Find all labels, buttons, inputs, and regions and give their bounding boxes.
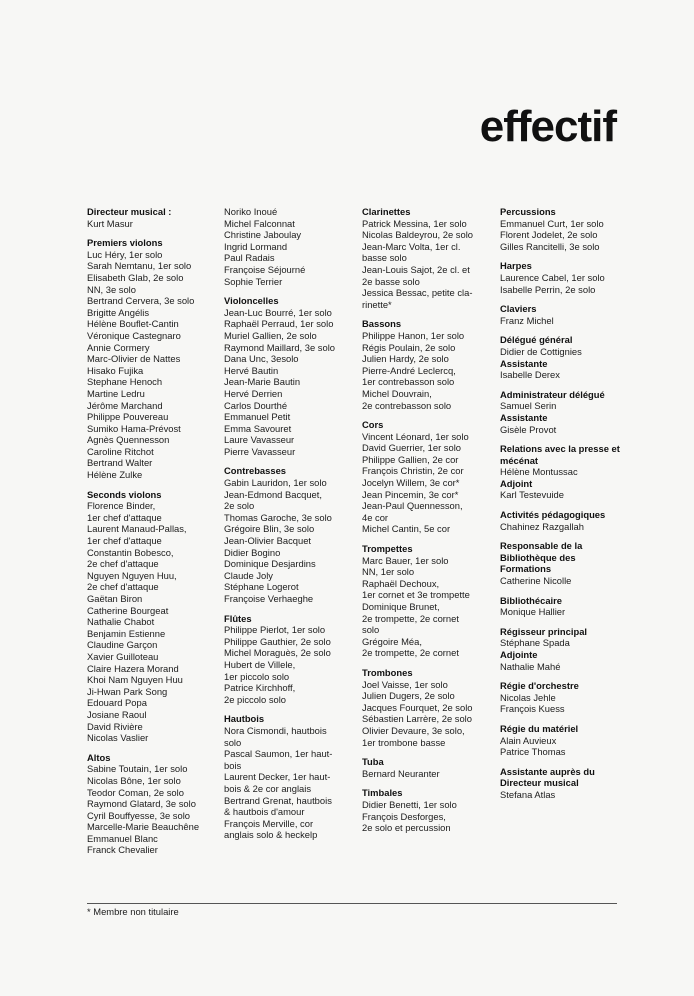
staff-section [87, 206, 215, 229]
section-heading: Adjoint [500, 477, 533, 489]
section-heading: Seconds violons [87, 488, 162, 500]
staff-name: Claude Joly [224, 569, 273, 581]
staff-name: Dominique Brunet, [362, 601, 440, 612]
staff-name: Marc-Olivier de Nattes [87, 353, 181, 365]
staff-name: Gilles Rancitelli, 3e solo [500, 240, 600, 252]
column-1 [87, 206, 215, 864]
staff-name: Michel Falconnat [224, 217, 295, 229]
section-heading: Relations avec la presse et mécénat [500, 443, 620, 466]
staff-name: 2e solo et percussion [362, 822, 451, 834]
section-heading: Délégué général [500, 334, 573, 346]
staff-name: Caroline Ritchot [87, 445, 154, 457]
staff-name: Hervé Bautin [224, 364, 279, 376]
staff-name: Noriko Inoué [224, 206, 278, 217]
staff-name: Stéphane Spada [500, 637, 570, 649]
section-heading: Administrateur délégué [500, 388, 605, 400]
staff-name: Annie Cormery [87, 341, 150, 353]
staff-name: basse solo [362, 252, 407, 264]
section-heading: Trombones [362, 666, 413, 678]
staff-name: François Kuess [500, 703, 565, 715]
staff-name: Emmanuel Blanc [87, 832, 158, 844]
staff-name: Monique Hallier [500, 606, 566, 618]
staff-name: Stéphane Logerot [224, 581, 299, 593]
section-heading: Percussions [500, 206, 556, 217]
staff-name: Hubert de Villele, [224, 658, 296, 670]
staff-name: 2e solo [224, 500, 255, 512]
staff-name: bois & 2e cor anglais [224, 782, 312, 794]
staff-name: solo [224, 736, 242, 748]
staff-name: Didier de Cottignies [500, 345, 582, 357]
staff-name: Muriel Gallien, 2e solo [224, 329, 317, 341]
staff-name: Didier Benetti, 1er solo [362, 798, 457, 810]
staff-name: Hélène Bouflet-Cantin [87, 318, 179, 330]
staff-name: Nora Cismondi, hautbois [224, 724, 327, 736]
staff-name: Emmanuel Petit [224, 411, 291, 423]
staff-name: Raphaël Dechoux, [362, 577, 440, 589]
staff-name: Catherine Nicolle [500, 575, 572, 587]
staff-section [362, 206, 490, 310]
staff-name: anglais solo & heckelp [224, 829, 318, 841]
staff-section [87, 237, 215, 480]
staff-name: Nguyen Nguyen Huu, [87, 569, 177, 581]
column-4 [500, 206, 620, 809]
staff-name: Nicolas Baldeyrou, 2e solo [362, 229, 473, 241]
staff-name: Thomas Garoche, 3e solo [224, 511, 332, 523]
staff-name: François Merville, cor [224, 817, 314, 829]
staff-name: 1er piccolo solo [224, 670, 290, 682]
staff-name: 1er trombone basse [362, 736, 446, 748]
staff-name: David Rivière [87, 720, 143, 732]
staff-name: Carlos Dourthé [224, 399, 288, 411]
staff-name: Hisako Fujika [87, 364, 144, 376]
section-heading: Adjointe [500, 649, 538, 660]
staff-name: Raphaël Perraud, 1er solo [224, 318, 334, 330]
staff-name: Ji-Hwan Park Song [87, 685, 168, 697]
staff-name: Sébastien Larrère, 2e solo [362, 713, 472, 725]
section-heading: Régie du matériel [500, 722, 579, 734]
staff-name: Jessica Bessac, petite cla- [362, 287, 473, 299]
staff-name: Olivier Devaure, 3e solo, [362, 724, 465, 736]
section-heading: Violoncelles [224, 295, 279, 307]
staff-name: Florence Binder, [87, 500, 156, 512]
staff-section [87, 489, 215, 744]
staff-name: Jean-Marc Volta, 1er cl. [362, 240, 461, 252]
staff-name: Dominique Desjardins [224, 558, 316, 570]
staff-name: Raymond Maillard, 3e solo [224, 341, 335, 353]
section-heading: Assistante [500, 357, 548, 369]
staff-name: Franck Chevalier [87, 844, 158, 856]
section-heading: Premiers violons [87, 237, 163, 249]
staff-name: Philippe Gauthier, 2e solo [224, 635, 331, 647]
staff-name: Karl Testevuide [500, 489, 564, 501]
staff-name: Marc Bauer, 1er solo [362, 554, 449, 566]
section-heading: Cors [362, 419, 384, 431]
staff-name: Sabine Toutain, 1er solo [87, 763, 188, 775]
staff-name: Isabelle Perrin, 2e solo [500, 283, 596, 295]
staff-name: Philippe Pouvereau [87, 411, 169, 423]
staff-section [362, 667, 490, 748]
staff-section [500, 540, 620, 586]
staff-section [500, 766, 620, 801]
staff-section [224, 613, 354, 706]
staff-section [362, 543, 490, 659]
section-heading: Assistante [500, 411, 548, 423]
staff-name: Cyril Bouffyesse, 3e solo [87, 809, 191, 821]
footnote: * Membre non titulaire [87, 903, 617, 918]
section-heading: Activités pédagogiques [500, 509, 606, 521]
staff-name: Agnès Quennesson [87, 434, 170, 446]
staff-name: 2e trompette, 2e cornet [362, 612, 459, 624]
staff-name: Kurt Masur [87, 217, 133, 229]
staff-name: Hélène Zulke [87, 469, 143, 481]
page-title: effectif [479, 102, 616, 151]
staff-name: Bertrand Cervera, 3e solo [87, 295, 195, 307]
staff-section [500, 334, 620, 380]
staff-name: Nicolas Jehle [500, 691, 556, 703]
staff-name: Martine Ledru [87, 387, 145, 399]
staff-name: 2e chef d'attaque [87, 581, 159, 593]
staff-name: Laurence Cabel, 1er solo [500, 271, 605, 283]
column-3 [362, 206, 490, 842]
section-heading: Tuba [362, 756, 384, 768]
staff-name: NN, 3e solo [87, 283, 136, 295]
staff-name: 2e chef d'attaque [87, 558, 159, 570]
staff-name: Ingrid Lormand [224, 240, 288, 252]
staff-name: Luc Héry, 1er solo [87, 248, 163, 260]
staff-name: Laurent Decker, 1er haut- [224, 771, 331, 783]
staff-name: Gisèle Provot [500, 423, 557, 435]
staff-name: Didier Bogino [224, 546, 281, 558]
staff-name: Jean-Edmond Bacquet, [224, 488, 322, 500]
staff-section [224, 206, 354, 287]
section-heading: Régie d'orchestre [500, 680, 579, 692]
section-heading: Régisseur principal [500, 625, 588, 637]
staff-name: Claudine Garçon [87, 639, 158, 651]
staff-name: Nathalie Mahé [500, 660, 561, 672]
staff-name: Philippe Hanon, 1er solo [362, 329, 465, 341]
staff-name: Grégoire Blin, 3e solo [224, 523, 315, 535]
staff-name: Marcelle-Marie Beauchêne [87, 821, 200, 833]
staff-name: Régis Poulain, 2e solo [362, 341, 456, 353]
staff-name: Benjamin Estienne [87, 627, 166, 639]
staff-name: Paul Radais [224, 252, 275, 264]
staff-name: Catherine Bourgeat [87, 604, 169, 616]
staff-name: Florent Jodelet, 2e solo [500, 229, 598, 241]
staff-name: Michel Douvrain, [362, 387, 432, 399]
staff-section [224, 295, 354, 457]
staff-name: 1er cornet et 3e trompette [362, 589, 470, 601]
staff-name: Sumiko Hama-Prévost [87, 422, 181, 434]
staff-name: Franz Michel [500, 314, 554, 326]
staff-section [362, 419, 490, 535]
staff-name: Chahinez Razgallah [500, 520, 584, 532]
staff-name: 2e piccolo solo [224, 693, 287, 705]
staff-name: Bernard Neuranter [362, 767, 440, 779]
section-heading: Trompettes [362, 543, 413, 555]
staff-name: Patrice Kirchhoff, [224, 682, 296, 694]
staff-name: bois [224, 759, 242, 771]
staff-name: Khoi Nam Nguyen Huu [87, 674, 183, 686]
staff-name: Hélène Montussac [500, 466, 578, 478]
staff-name: Dana Unc, 3esolo [224, 353, 299, 365]
staff-name: Gabin Lauridon, 1er solo [224, 477, 327, 489]
staff-name: Stephane Henoch [87, 376, 163, 388]
column-2 [224, 206, 354, 849]
staff-name: Véronique Castegnaro [87, 329, 181, 341]
section-heading: Assistante auprès du Directeur musical [500, 765, 595, 789]
staff-section [362, 318, 490, 411]
staff-name: David Guerrier, 1er solo [362, 442, 461, 454]
staff-name: 2e contrebasson solo [362, 399, 452, 411]
staff-name: Laure Vavasseur [224, 434, 295, 446]
staff-name: Patrice Thomas [500, 746, 566, 758]
staff-name: Philippe Gallien, 2e cor [362, 453, 459, 465]
staff-name: Françoise Verhaeghe [224, 593, 314, 604]
staff-section [224, 713, 354, 841]
section-heading: Bibliothécaire [500, 594, 562, 606]
staff-section [362, 756, 490, 779]
staff-name: Samuel Serin [500, 400, 557, 412]
staff-name: Emma Savouret [224, 422, 292, 434]
staff-name: Bertrand Grenat, hautbois [224, 794, 332, 806]
section-heading: Directeur musical : [87, 206, 172, 217]
staff-section [500, 595, 620, 618]
staff-section [500, 443, 620, 501]
staff-name: Françoise Séjourné [224, 263, 306, 275]
staff-name: Jacques Fourquet, 2e solo [362, 701, 473, 713]
staff-name: NN, 1er solo [362, 566, 415, 578]
staff-name: Teodor Coman, 2e solo [87, 786, 184, 798]
staff-section [500, 303, 620, 326]
section-heading: Contrebasses [224, 465, 287, 477]
staff-name: Raymond Glatard, 3e solo [87, 798, 196, 810]
staff-name: Emmanuel Curt, 1er solo [500, 217, 604, 229]
staff-name: Jean-Marie Bautin [224, 376, 301, 388]
staff-name: Pierre-André Leclercq, [362, 364, 456, 376]
staff-name: François Desforges, [362, 810, 446, 822]
staff-name: Laurent Manaud-Pallas, [87, 523, 187, 535]
staff-name: Julien Dugers, 2e solo [362, 690, 455, 702]
staff-name: Alain Auvieux [500, 734, 557, 746]
staff-name: Claire Hazera Morand [87, 662, 179, 674]
staff-name: Julien Hardy, 2e solo [362, 353, 449, 365]
staff-section [500, 626, 620, 672]
staff-section [87, 752, 215, 856]
staff-name: Nicolas Vaslier [87, 732, 149, 744]
staff-name: Sarah Nemtanu, 1er solo [87, 260, 192, 272]
staff-section [362, 787, 490, 833]
section-heading: Bassons [362, 318, 402, 330]
staff-name: Nathalie Chabot [87, 616, 155, 628]
staff-name: solo [362, 624, 380, 636]
staff-name: Gaëtan Biron [87, 593, 143, 604]
staff-name: Constantin Bobesco, [87, 546, 174, 558]
staff-name: Nicolas Bône, 1er solo [87, 774, 181, 786]
staff-name: Vincent Léonard, 1er solo [362, 430, 469, 442]
section-heading: Clarinettes [362, 206, 411, 217]
staff-name: rinette* [362, 298, 392, 310]
staff-name: Joel Vaisse, 1er solo [362, 678, 448, 690]
staff-name: Grégoire Méa, [362, 635, 422, 647]
section-heading: Flûtes [224, 612, 252, 624]
staff-name: Jean-Louis Sajot, 2e cl. et [362, 263, 470, 275]
section-heading: Altos [87, 751, 111, 763]
section-heading: Timbales [362, 787, 403, 799]
staff-section [500, 509, 620, 532]
staff-name: Jean Pincemin, 3e cor* [362, 488, 459, 500]
staff-name: Hervé Derrien [224, 387, 283, 399]
staff-name: Edouard Popa [87, 697, 147, 709]
staff-name: Jérôme Marchand [87, 399, 163, 411]
section-heading: Harpes [500, 260, 532, 272]
staff-name: Patrick Messina, 1er solo [362, 217, 467, 229]
staff-name: & hautbois d'amour [224, 806, 305, 818]
staff-name: 4e cor [362, 511, 389, 523]
staff-name: Josiane Raoul [87, 708, 147, 720]
staff-name: Elisabeth Glab, 2e solo [87, 271, 184, 283]
staff-name: Isabelle Derex [500, 369, 560, 381]
staff-name: Michel Moraguès, 2e solo [224, 647, 331, 659]
staff-name: Jean-Olivier Bacquet [224, 535, 312, 547]
staff-name: François Christin, 2e cor [362, 465, 464, 477]
staff-name: Xavier Guilloteau [87, 650, 159, 662]
staff-name: Stefana Atlas [500, 788, 556, 800]
staff-name: 1er chef d'attaque [87, 511, 162, 523]
staff-name: Jean-Paul Quennesson, [362, 500, 463, 512]
staff-name: Bertrand Walter [87, 457, 153, 469]
staff-section [500, 680, 620, 715]
staff-name: Pascal Saumon, 1er haut- [224, 748, 333, 760]
staff-name: Brigitte Angélis [87, 306, 150, 318]
staff-section [500, 260, 620, 295]
section-heading: Responsable de la Bibliothèque des Formations [500, 540, 583, 575]
staff-name: 1er contrebasson solo [362, 376, 455, 388]
section-heading: Hautbois [224, 713, 265, 725]
staff-name: Jean-Luc Bourré, 1er solo [224, 306, 332, 318]
staff-name: Michel Cantin, 5e cor [362, 523, 451, 535]
staff-name: Philippe Pierlot, 1er solo [224, 624, 326, 636]
staff-section [500, 206, 620, 252]
staff-name: 2e trompette, 2e cornet [362, 647, 459, 659]
staff-name: 1er chef d'attaque [87, 535, 162, 547]
staff-name: Pierre Vavasseur [224, 445, 296, 457]
staff-name: 2e basse solo [362, 275, 420, 287]
staff-name: Jocelyn Willem, 3e cor* [362, 477, 460, 489]
staff-section [500, 723, 620, 758]
section-heading: Claviers [500, 303, 537, 315]
staff-section [224, 465, 354, 604]
staff-name: Christine Jaboulay [224, 229, 302, 241]
staff-name: Sophie Terrier [224, 275, 283, 287]
staff-section [500, 389, 620, 435]
